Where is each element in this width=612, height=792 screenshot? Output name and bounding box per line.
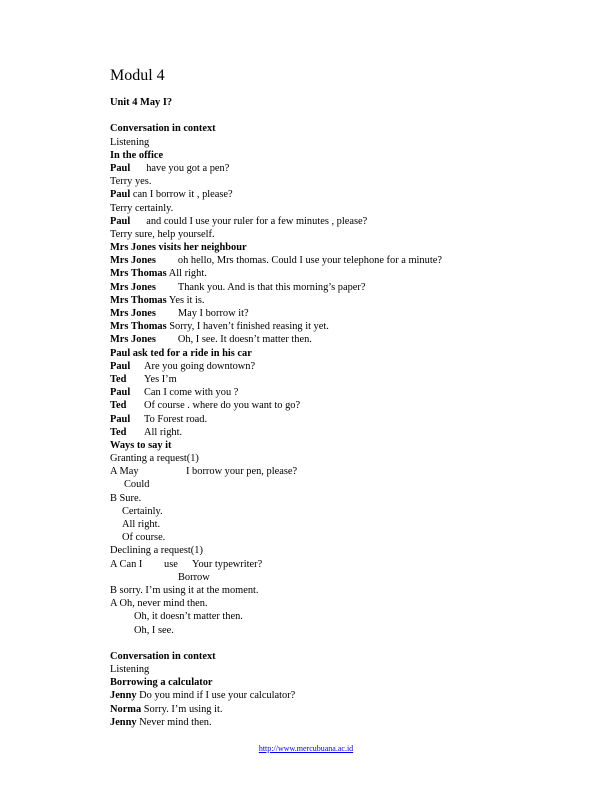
pattern-line: B Sure.: [110, 492, 142, 504]
dialogue-heading: Mrs Jones visits her neighbour: [110, 242, 247, 254]
speaker: Paul: [110, 189, 131, 201]
pattern-line: A Can I use Your typewriter?: [110, 558, 263, 570]
dialogue-line: [110, 426, 590, 439]
speaker: Ted: [110, 426, 127, 438]
pattern-line: Oh, I see.: [134, 624, 174, 636]
dialogue-heading: Paul ask ted for a ride in his car: [110, 347, 252, 359]
footer-link[interactable]: http://www.mercubuana.ac.id: [258, 744, 354, 753]
dialogue-line: [110, 386, 590, 399]
utterance: Do you mind if I use your calculator?: [139, 690, 296, 702]
dialogue-line: [110, 703, 590, 716]
utterance: Are you going downtown?: [144, 360, 256, 372]
subsection-heading: Declining a request(1): [110, 545, 203, 557]
utterance: sure, help yourself.: [134, 228, 215, 240]
utterance: May I borrow it?: [177, 308, 249, 319]
speaker: Jenny: [110, 690, 137, 702]
speaker: Mrs Jones: [110, 281, 156, 293]
dialogue-line: [110, 162, 590, 175]
dialogue-line: [110, 267, 590, 280]
pattern-line: Could: [124, 479, 150, 491]
utterance: Sorry, I haven’t finished reasing it yet.: [169, 321, 329, 333]
utterance: Oh, I see. It doesn’t matter then.: [177, 334, 312, 346]
dialogue-line: [110, 254, 590, 267]
dialogue-line: [110, 307, 590, 320]
utterance: can I borrow it , please?: [132, 189, 233, 201]
speaker: Paul: [110, 387, 131, 399]
speaker: Mrs Jones: [110, 255, 156, 267]
speaker: Mrs Jones: [110, 334, 156, 346]
page-title: Modul 4: [110, 67, 165, 84]
listening-label: Listening: [110, 136, 150, 148]
utterance: Yes I’m: [144, 373, 177, 385]
pattern-line: Of course.: [122, 532, 166, 544]
dialogue-line: [110, 333, 590, 346]
dialogue-heading: Borrowing a calculator: [110, 677, 213, 689]
section-heading: Ways to say it: [110, 439, 172, 451]
dialogue-line: [110, 689, 590, 702]
dialogue-line: [110, 413, 590, 426]
utterance: and could I use your ruler for a few minutes , please?: [146, 215, 368, 227]
speaker: Terry: [110, 202, 133, 214]
utterance: Thank you. And is that this morning’s paper?: [177, 281, 366, 293]
utterance: Sorry. I’m using it.: [143, 703, 223, 715]
pattern-line: A Oh, never mind then.: [110, 598, 208, 610]
utterance: have you got a pen?: [146, 162, 230, 174]
dialogue-line: [110, 373, 590, 386]
utterance: yes.: [134, 176, 152, 188]
pattern-line: Borrow: [178, 571, 210, 583]
document-body: [110, 96, 590, 729]
dialogue-line: [110, 360, 590, 373]
speaker: Terry: [110, 176, 133, 188]
dialogue-line: [110, 175, 590, 188]
speaker: Mrs Jones: [110, 308, 156, 319]
dialogue-line: [110, 228, 590, 241]
speaker: Jenny: [110, 716, 137, 728]
dialogue-line: [110, 281, 590, 294]
utterance: To Forest road.: [144, 413, 208, 425]
speaker: Paul: [110, 215, 131, 227]
utterance: All right.: [144, 426, 183, 438]
utterance: Yes it is.: [168, 294, 205, 306]
listening-label: Listening: [110, 664, 150, 676]
speaker: Norma: [110, 703, 142, 715]
utterance: Never mind then.: [139, 716, 212, 728]
pattern-line: All right.: [122, 519, 161, 530]
dialogue-line: [110, 716, 590, 729]
subsection-heading: Granting a request(1): [110, 453, 199, 465]
speaker: Terry: [110, 228, 133, 240]
speaker: Mrs Thomas: [110, 294, 167, 306]
utterance: certainly.: [134, 202, 174, 214]
utterance: oh hello, Mrs thomas. Could I use your telephone for a minute?: [177, 255, 442, 267]
speaker: Mrs Thomas: [110, 268, 167, 280]
pattern-line: A May I borrow your pen, please?: [110, 466, 298, 478]
dialogue-line: [110, 399, 590, 412]
pattern-line: Oh, it doesn’t matter then.: [134, 611, 243, 623]
speaker: Ted: [110, 373, 127, 385]
dialogue-line: [110, 202, 590, 215]
pattern-line: Certainly.: [122, 505, 163, 517]
speaker: Paul: [110, 360, 131, 372]
speaker: Ted: [110, 400, 127, 412]
speaker: Paul: [110, 413, 131, 425]
dialogue-line: [110, 215, 590, 228]
section-heading: Conversation in context: [110, 123, 216, 135]
pattern-line: B sorry. I’m using it at the moment.: [110, 584, 259, 596]
section-heading: Conversation in context: [110, 650, 216, 662]
dialogue-line: [110, 294, 590, 307]
page-footer: [0, 744, 612, 754]
utterance: Of course . where do you want to go?: [144, 400, 301, 412]
unit-heading: Unit 4 May I?: [110, 97, 173, 108]
dialogue-line: [110, 320, 590, 333]
utterance: Can I come with you ?: [144, 387, 239, 399]
speaker: Paul: [110, 162, 131, 174]
dialogue-line: [110, 188, 590, 201]
dialogue-heading: In the office: [110, 149, 164, 161]
speaker: Mrs Thomas: [110, 321, 167, 333]
utterance: All right.: [168, 268, 207, 280]
